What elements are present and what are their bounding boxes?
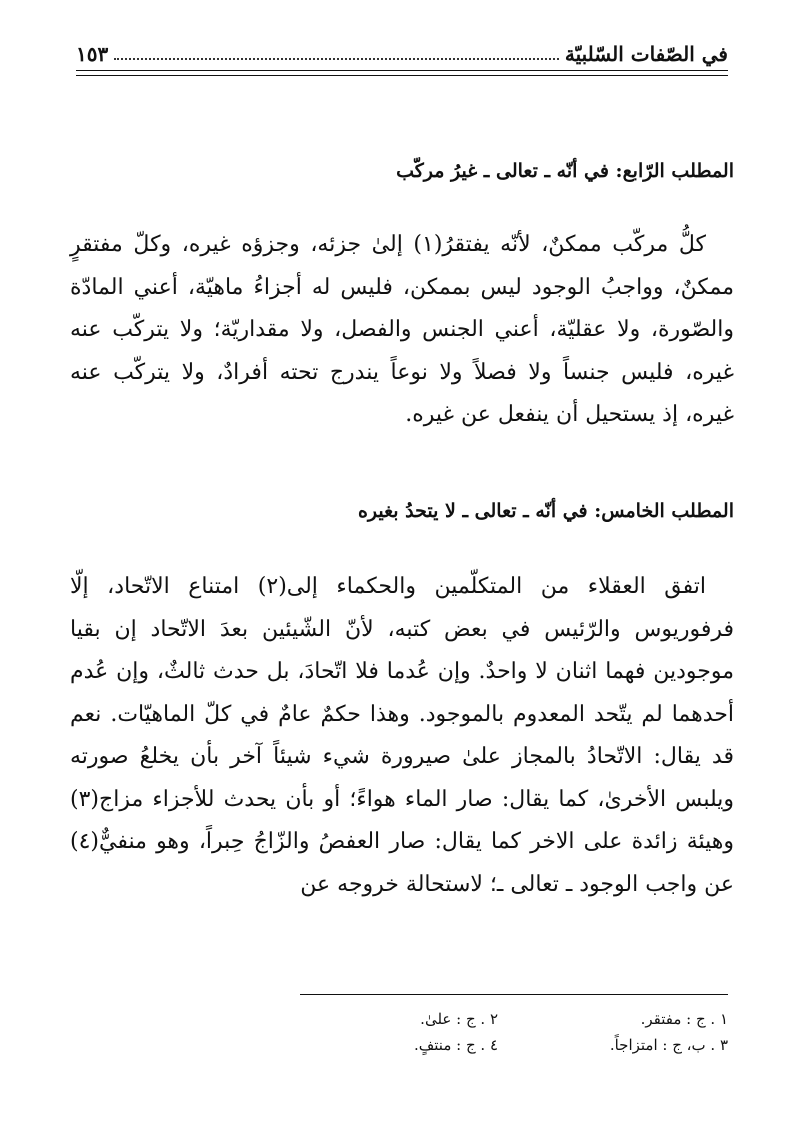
footnotes — [288, 1010, 728, 1054]
footnote-3: ٣ . ب، ج : امتزاجاً. — [609, 1036, 728, 1054]
dotted-leader — [114, 57, 559, 60]
header-rule-bottom — [76, 75, 728, 76]
paragraph: كلُّ مركّب ممكنٌ، لأنّه يفتقرُ(١) إلىٰ جزئه، وجزؤه غيره، وكلّ مفتقرٍ ممكنٌ، وواجبُ الوجود ليس بممكن، فليس له أجزاءُ ماهيّة، أعني المادّة والصّورة، ولا عقليّة، أعني الجنس والفصل، ولا مقداريّة؛ ولا يتركّب عنه غيره، فليس جنساً ولا فصلاً ولا نوعاً يندرج تحته أفرادٌ، ولا يتركّب عنه غيره، إذ يستحيل أن ينفعل عن غيره. — [70, 232, 734, 427]
section-4-body — [70, 224, 734, 437]
footnote-2: ٢ . ج : علىٰ. — [420, 1010, 498, 1028]
section-5-body — [70, 566, 734, 906]
running-header — [76, 34, 728, 66]
header-rule-top — [76, 70, 728, 71]
paragraph: اتفق العقلاء من المتكلّمين والحكماء إلى(٢) امتناع الاتّحاد، إلّا فرفوريوس والرّئيس في بعض كتبه، لأنّ الشّيئين بعدَ الاتّحاد إن بقيا موجودين فهما اثنان لا واحدٌ. وإن عُدما فلا اتّحادَ، بل حدث ثالثٌ، وإن عُدم أحدهما لم يتّحد المعدوم بالموجود. وهذا حكمٌ عامٌ في كلّ الماهيّات. نعم قد يقال: الاتّحادُ بالمجاز علىٰ صيرورة شيء شيئاً آخر بأن يخلعُ صورته ويلبس الأخرىٰ، كما يقال: صار الماء هواءً؛ أو بأن يحدث للأجزاء مزاج(٣) وهيئة زائدة على الاخر كما يقال: صار العفصُ والزّاجُ حِبراً، وهو منفيٌّ(٤) عن واجب الوجود ـ تعالى ـ؛ لاستحالة خروجه عن — [70, 574, 734, 897]
page-number: ١٥٣ — [76, 42, 109, 66]
section-heading-5: المطلب الخامس: في أنّه ـ تعالى ـ لا يتحدُ بغيره — [357, 500, 734, 522]
footnote-4: ٤ . ج : منتفٍ. — [413, 1036, 498, 1054]
footnote-separator — [300, 994, 728, 995]
running-title: في الصّفات السّلبيّة — [564, 42, 728, 66]
footnote-1: ١ . ج : مفتقر. — [640, 1010, 728, 1028]
section-heading-4: المطلب الرّابع: في أنّه ـ تعالى ـ غيرُ مركّب — [396, 160, 734, 182]
